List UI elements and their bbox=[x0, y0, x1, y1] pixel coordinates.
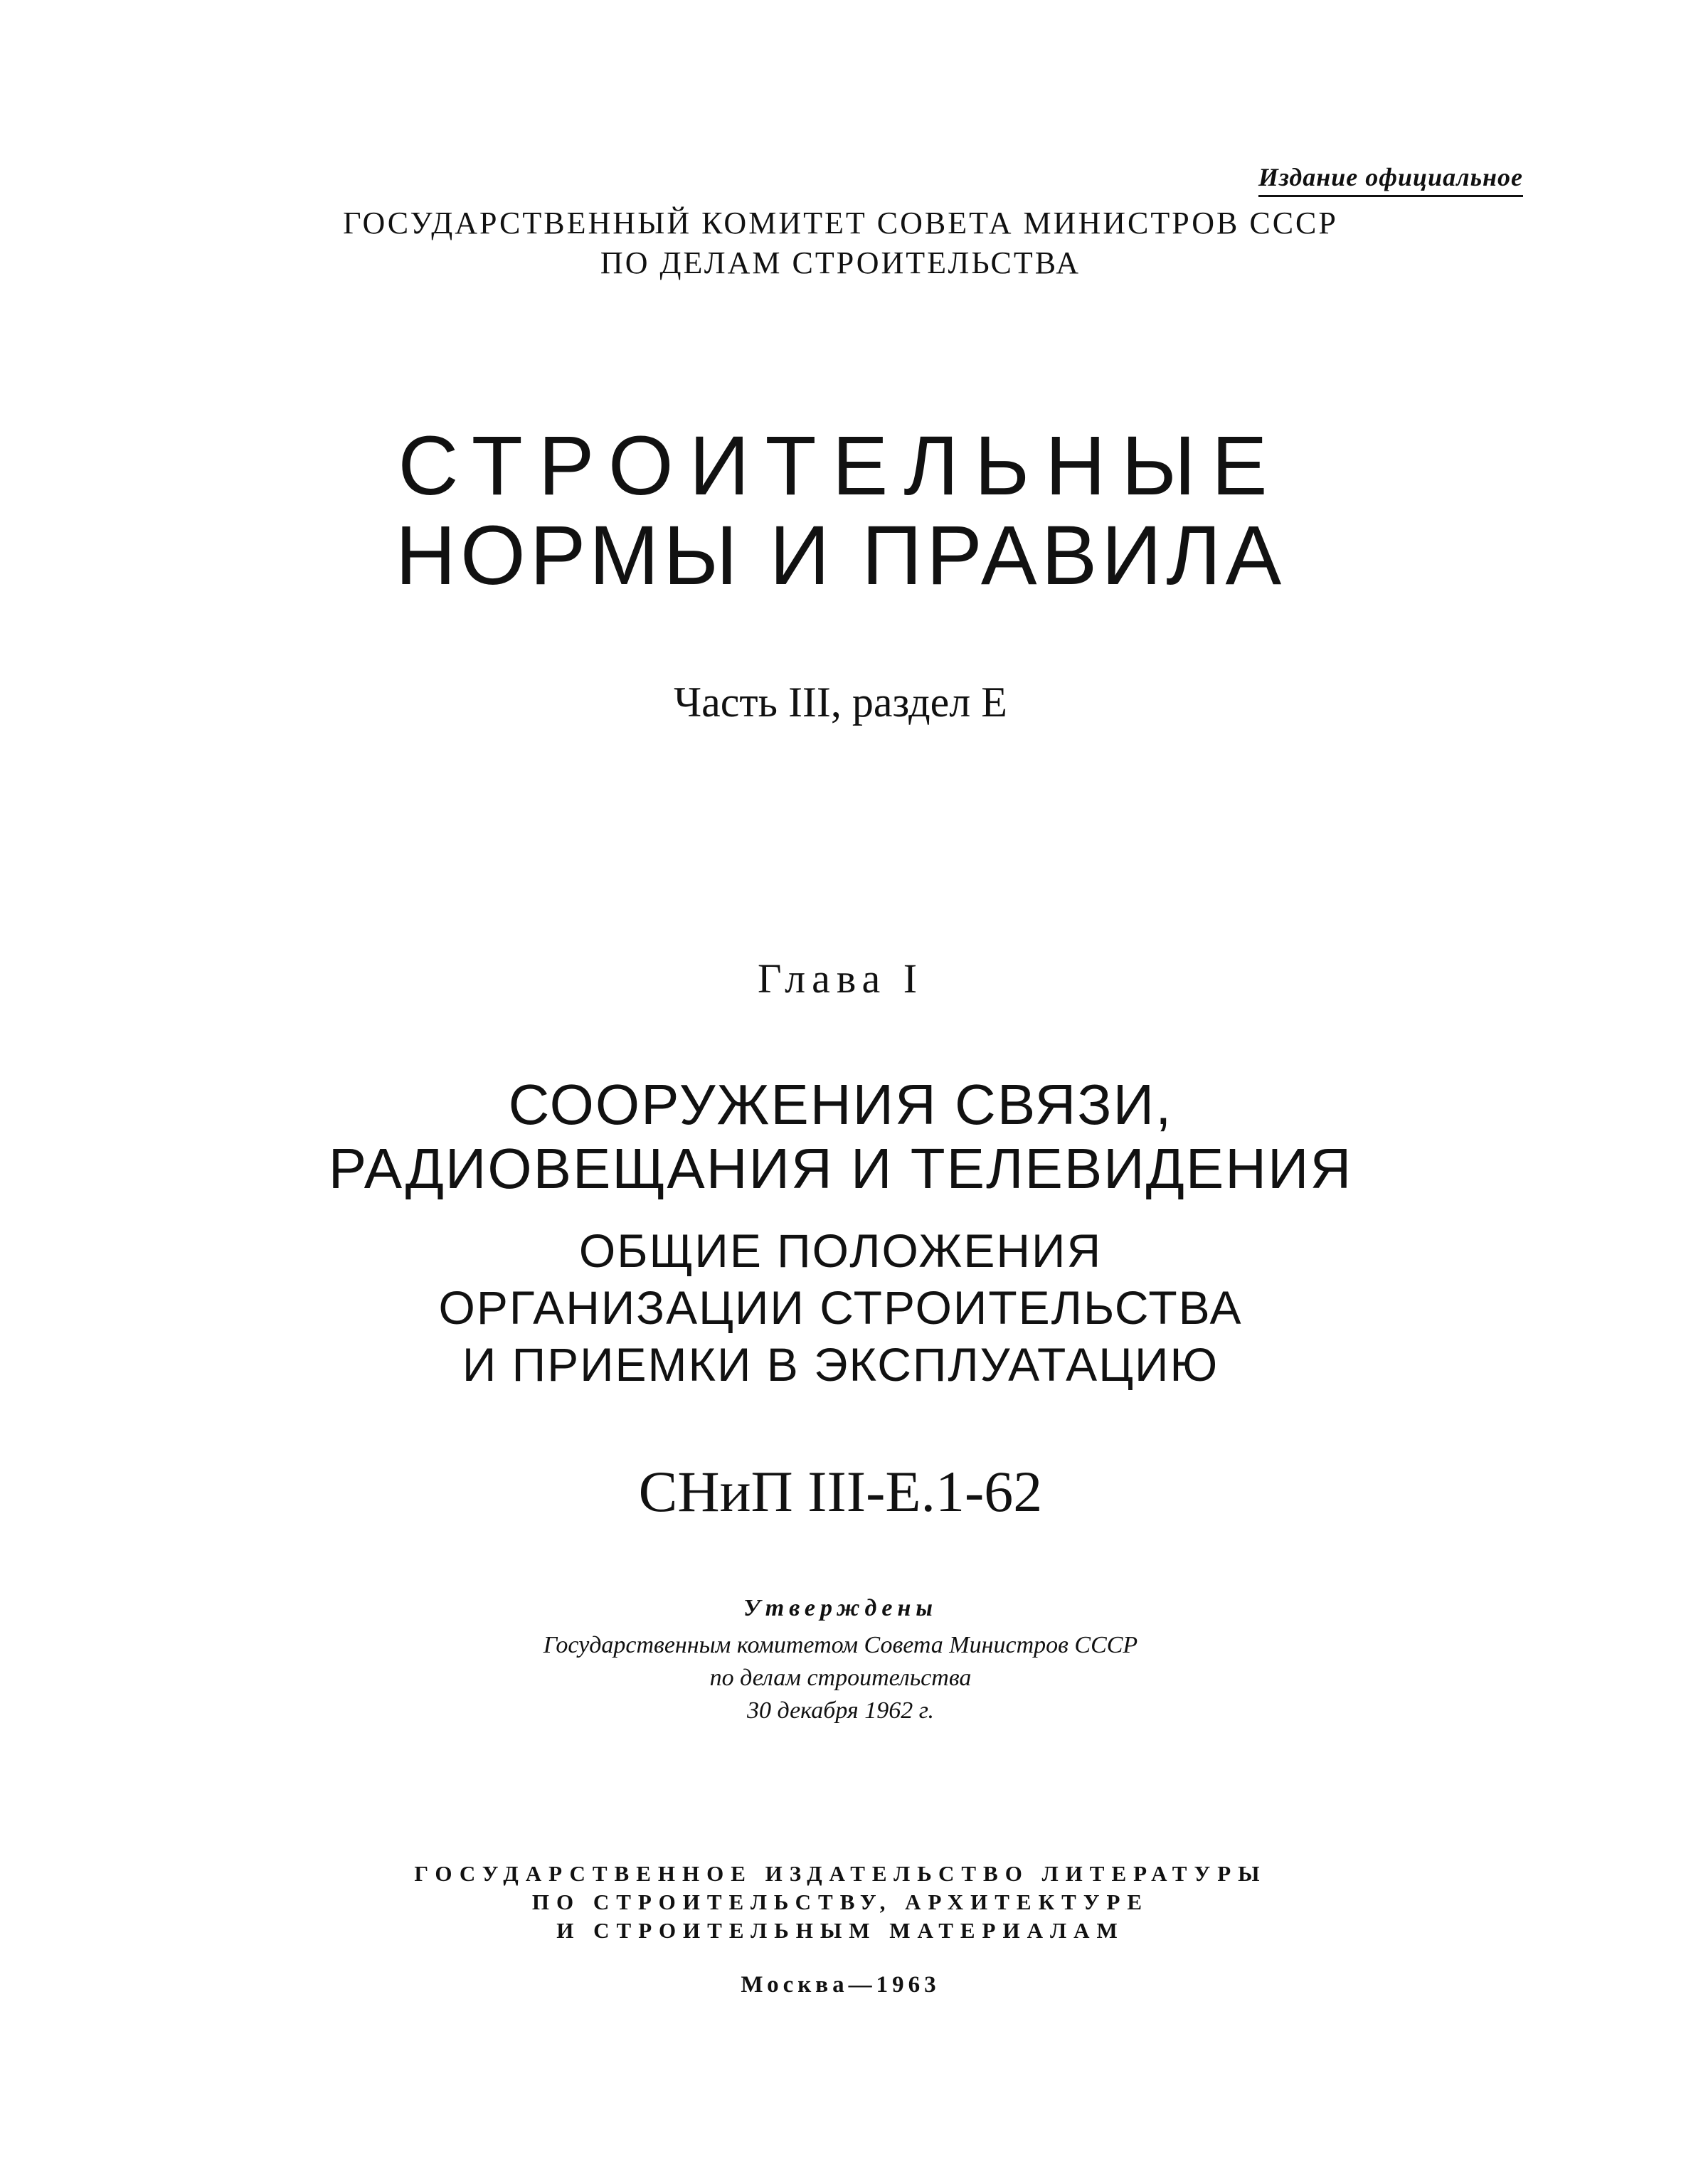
document-code: СНиП III-Е.1-62 bbox=[638, 1459, 1043, 1524]
subtitle-line-2: ОРГАНИЗАЦИИ СТРОИТЕЛЬСТВА bbox=[438, 1281, 1243, 1334]
main-title-line-2: НОРМЫ И ПРАВИЛА bbox=[395, 509, 1286, 603]
approval-date: 30 декабря 1962 г. bbox=[746, 1697, 935, 1724]
approval-heading: Утверждены bbox=[743, 1595, 938, 1621]
subject-line-1: СООРУЖЕНИЯ СВЯЗИ, bbox=[508, 1073, 1173, 1136]
approval-line-1: Государственным комитетом Совета Министров СССР bbox=[543, 1632, 1138, 1658]
approval-line-2: по делам строительства bbox=[709, 1665, 972, 1691]
subject-line-2: РАДИОВЕЩАНИЯ И ТЕЛЕВИДЕНИЯ bbox=[328, 1137, 1353, 1200]
publisher-line-2: ПО СТРОИТЕЛЬСТВУ, АРХИТЕКТУРЕ bbox=[531, 1889, 1150, 1914]
approval-block bbox=[0, 1592, 1681, 1727]
part-section: Часть III, раздел Е bbox=[674, 679, 1007, 726]
committee-header bbox=[0, 203, 1681, 283]
chapter-subtitle bbox=[0, 1222, 1681, 1393]
city-year: Москва—1963 bbox=[741, 1972, 940, 1998]
publisher-line-3: И СТРОИТЕЛЬНЫМ МАТЕРИАЛАМ bbox=[556, 1918, 1125, 1943]
subtitle-line-1: ОБЩИЕ ПОЛОЖЕНИЯ bbox=[578, 1224, 1103, 1277]
chapter-subject bbox=[0, 1073, 1681, 1201]
publisher-line-1: ГОСУДАРСТВЕННОЕ ИЗДАТЕЛЬСТВО ЛИТЕРАТУРЫ bbox=[414, 1861, 1267, 1886]
publisher-block bbox=[0, 1860, 1681, 1945]
chapter-heading: Глава I bbox=[757, 955, 924, 1002]
committee-line-1: ГОСУДАРСТВЕННЫЙ КОМИТЕТ СОВЕТА МИНИСТРОВ СССР bbox=[343, 206, 1338, 240]
committee-line-2: ПО ДЕЛАМ СТРОИТЕЛЬСТВА bbox=[600, 245, 1081, 280]
edition-note: Издание официальное bbox=[1258, 162, 1523, 197]
subtitle-line-3: И ПРИЕМКИ В ЭКСПЛУАТАЦИЮ bbox=[462, 1338, 1219, 1391]
main-title-line-1: СТРОИТЕЛЬНЫЕ bbox=[398, 419, 1283, 513]
main-title bbox=[0, 419, 1681, 603]
